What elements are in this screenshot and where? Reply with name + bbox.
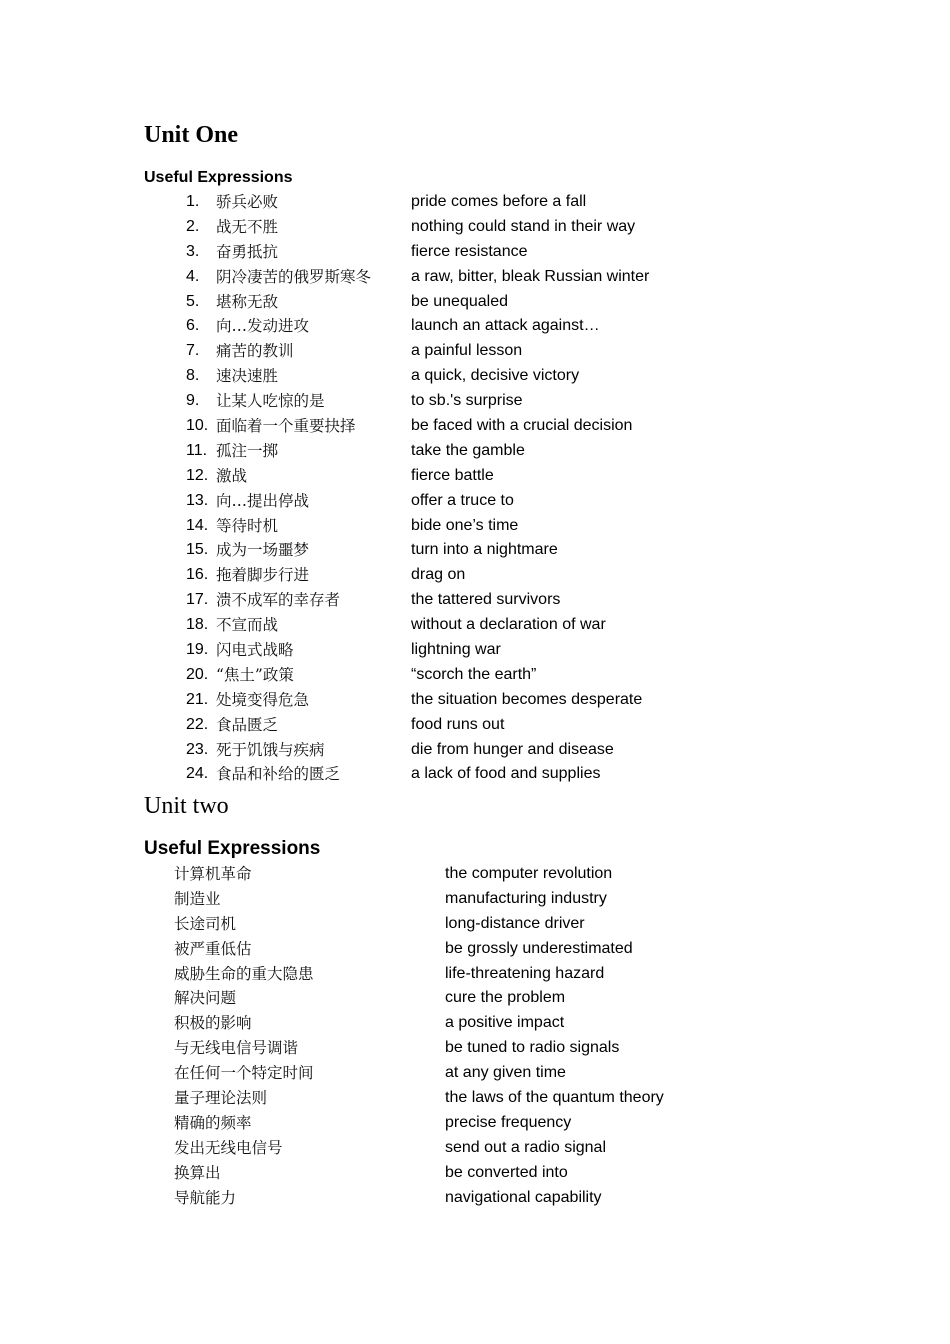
expression-number: 15. — [186, 541, 209, 559]
expression-english: cure the problem — [445, 989, 566, 1007]
expression-english: die from hunger and disease — [411, 740, 614, 758]
expression-row — [186, 190, 706, 215]
expression-row — [186, 489, 706, 514]
expression-chinese: 闪电式战略 — [216, 641, 294, 660]
expression-number: 7. — [186, 342, 200, 360]
expression-chinese: 在任何一个特定时间 — [174, 1064, 314, 1083]
expression-number: 22. — [186, 715, 209, 733]
expression-number: 6. — [186, 317, 200, 335]
expression-chinese: 阴冷凄苦的俄罗斯寒冬 — [216, 267, 372, 286]
expression-chinese: 处境变得危急 — [216, 690, 310, 709]
expression-chinese: 骄兵必败 — [216, 193, 279, 211]
expression-row — [186, 314, 706, 339]
expression-english: lightning war — [411, 641, 501, 659]
expression-row — [186, 290, 706, 315]
unit-one-expressions-heading: Useful Expressions — [144, 169, 293, 186]
expression-english: fierce resistance — [411, 242, 528, 260]
expression-chinese: 不宣而战 — [216, 616, 279, 635]
expression-chinese: 成为一场噩梦 — [216, 541, 310, 560]
expression-english: drag on — [411, 566, 466, 584]
expression-number: 2. — [186, 217, 200, 235]
expression-english: pride comes before a fall — [411, 193, 587, 210]
expression-row — [186, 514, 706, 539]
expression-english: a quick, decisive victory — [411, 367, 580, 385]
expression-chinese: 精确的频率 — [174, 1113, 252, 1132]
expression-row — [174, 1111, 734, 1136]
expression-english: the situation becomes desperate — [411, 690, 643, 708]
expression-english: a raw, bitter, bleak Russian winter — [411, 267, 650, 285]
expression-row — [174, 862, 734, 887]
expression-chinese: 长途司机 — [174, 914, 237, 933]
expression-chinese: “焦土”政策 — [216, 665, 294, 684]
expression-row — [174, 1011, 734, 1036]
expression-row — [174, 962, 734, 987]
expression-row — [174, 1136, 734, 1161]
expression-row — [174, 912, 734, 937]
expression-english: be faced with a crucial decision — [411, 417, 633, 435]
expression-english: turn into a nightmare — [411, 541, 558, 559]
expression-chinese: 让某人吃惊的是 — [216, 392, 325, 411]
expression-english: navigational capability — [445, 1188, 602, 1206]
expression-row — [174, 1036, 734, 1061]
expression-english: the laws of the quantum theory — [445, 1089, 664, 1107]
expression-chinese: 食品匮乏 — [216, 715, 279, 734]
expression-number: 17. — [186, 591, 209, 609]
expression-number: 11. — [186, 441, 208, 459]
expression-number: 18. — [186, 616, 209, 634]
expression-chinese: 威胁生命的重大隐患 — [174, 964, 314, 983]
expression-english: “scorch the earth” — [411, 665, 537, 683]
expression-row — [174, 986, 734, 1011]
expression-number: 21. — [186, 690, 209, 708]
expression-number: 24. — [186, 765, 209, 783]
expression-chinese: 换算出 — [174, 1163, 221, 1182]
expression-number: 4. — [186, 267, 200, 285]
expression-row — [186, 414, 706, 439]
unit-two-title: Unit two — [144, 793, 229, 819]
expression-english: life-threatening hazard — [445, 964, 605, 982]
expression-english: fierce battle — [411, 466, 494, 484]
expression-row — [186, 663, 706, 688]
expression-english: send out a radio signal — [445, 1138, 606, 1156]
expression-chinese: 激战 — [216, 466, 248, 485]
expression-chinese: 战无不胜 — [216, 217, 279, 236]
expression-english: precise frequency — [445, 1113, 572, 1131]
expression-row — [174, 1086, 734, 1111]
expression-chinese: 计算机革命 — [174, 865, 252, 883]
expression-row — [186, 464, 706, 489]
expression-number: 3. — [186, 242, 200, 260]
expression-row — [186, 389, 706, 414]
expression-row — [186, 265, 706, 290]
expression-chinese: 溃不成军的幸存者 — [216, 591, 341, 610]
expression-chinese: 面临着一个重要抉择 — [216, 417, 356, 436]
expression-chinese: 堪称无敌 — [216, 292, 279, 311]
expression-row — [174, 1061, 734, 1086]
expression-chinese: 等待时机 — [216, 516, 279, 535]
expression-english: bide one’s time — [411, 516, 519, 534]
expression-row — [174, 1161, 734, 1186]
expression-number: 14. — [186, 516, 209, 534]
expression-number: 13. — [186, 491, 209, 509]
expression-number: 20. — [186, 665, 209, 683]
expression-chinese: 食品和补给的匮乏 — [216, 765, 341, 784]
unit-one-title: Unit One — [144, 122, 239, 148]
expression-chinese: 与无线电信号调谐 — [174, 1039, 299, 1058]
expression-english: manufacturing industry — [445, 889, 607, 907]
expression-chinese: 死于饥饿与疾病 — [216, 740, 325, 759]
expression-number: 10. — [186, 417, 209, 435]
expression-number: 16. — [186, 566, 209, 584]
unit-one-expression-list — [186, 190, 706, 787]
expression-row — [186, 713, 706, 738]
expression-chinese: 孤注一掷 — [216, 441, 279, 460]
expression-english: take the gamble — [411, 441, 525, 459]
expression-number: 1. — [186, 193, 200, 210]
expression-row — [186, 364, 706, 389]
expression-chinese: 拖着脚步行进 — [216, 566, 310, 585]
expression-english: launch an attack against… — [411, 317, 600, 335]
expression-chinese: 量子理论法则 — [174, 1089, 268, 1108]
expression-row — [186, 688, 706, 713]
expression-english: be unequaled — [411, 292, 508, 310]
expression-english: long-distance driver — [445, 914, 585, 932]
expression-number: 19. — [186, 641, 209, 659]
expression-number: 9. — [186, 392, 200, 410]
expression-row — [186, 240, 706, 265]
expression-row — [174, 1186, 734, 1211]
expression-english: the tattered survivors — [411, 591, 561, 609]
expression-chinese: 向…发动进攻 — [216, 317, 310, 336]
expression-chinese: 向…提出停战 — [216, 491, 310, 510]
expression-number: 12. — [186, 466, 209, 484]
expression-chinese: 导航能力 — [174, 1188, 237, 1207]
expression-english: be tuned to radio signals — [445, 1039, 620, 1057]
expression-row — [186, 215, 706, 240]
expression-number: 5. — [186, 292, 200, 310]
expression-chinese: 奋勇抵抗 — [216, 242, 279, 261]
expression-english: a positive impact — [445, 1014, 565, 1032]
expression-chinese: 解决问题 — [174, 989, 237, 1008]
expression-row — [186, 613, 706, 638]
expression-row — [186, 588, 706, 613]
expression-chinese: 速决速胜 — [216, 367, 279, 386]
expression-number: 8. — [186, 367, 200, 385]
expression-english: be converted into — [445, 1163, 568, 1181]
expression-row — [174, 887, 734, 912]
expression-row — [186, 762, 706, 787]
expression-row — [186, 538, 706, 563]
expression-english: at any given time — [445, 1064, 566, 1082]
expression-english: offer a truce to — [411, 491, 514, 509]
expression-chinese: 痛苦的教训 — [216, 342, 294, 361]
expression-row — [174, 937, 734, 962]
expression-chinese: 被严重低估 — [174, 939, 252, 958]
expression-row — [186, 339, 706, 364]
expression-english: be grossly underestimated — [445, 939, 633, 957]
expression-row — [186, 563, 706, 588]
expression-row — [186, 738, 706, 763]
unit-two-expression-list — [174, 862, 734, 1210]
expression-english: the computer revolution — [445, 865, 613, 882]
expression-english: without a declaration of war — [411, 616, 606, 634]
expression-row — [186, 638, 706, 663]
expression-chinese: 积极的影响 — [174, 1014, 252, 1033]
expression-chinese: 发出无线电信号 — [174, 1138, 283, 1157]
expression-number: 23. — [186, 740, 209, 758]
unit-two-expressions-heading: Useful Expressions — [144, 838, 321, 859]
expression-english: to sb.'s surprise — [411, 392, 523, 410]
expression-row — [186, 439, 706, 464]
expression-english: food runs out — [411, 715, 505, 733]
expression-english: a lack of food and supplies — [411, 765, 601, 783]
expression-english: a painful lesson — [411, 342, 523, 360]
expression-english: nothing could stand in their way — [411, 217, 636, 235]
expression-chinese: 制造业 — [174, 889, 221, 908]
